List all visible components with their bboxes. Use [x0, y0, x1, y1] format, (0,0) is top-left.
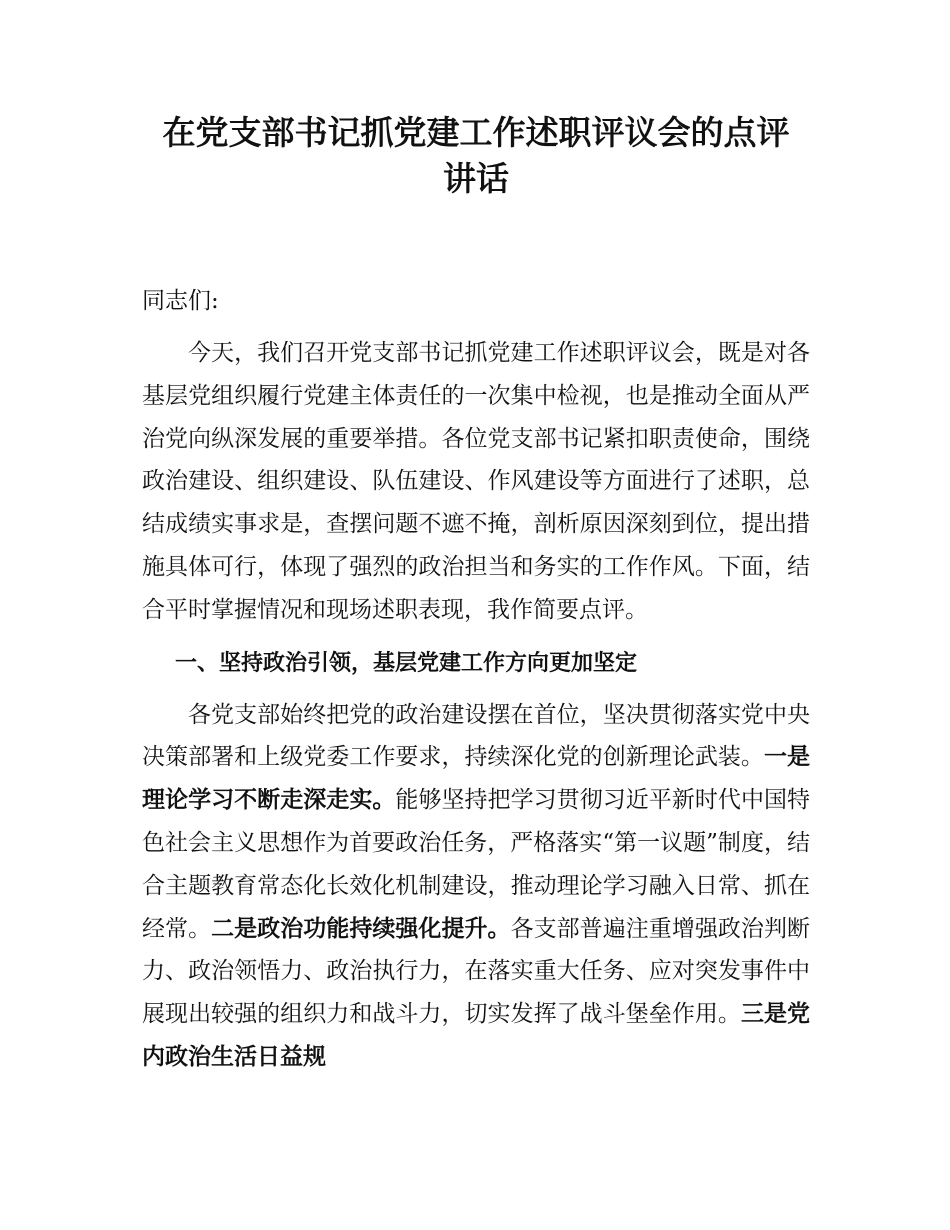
section-1-bold-point-3: 三是党内政治生活日益规 [142, 1000, 811, 1070]
section-1-bold-point-2: 二是政治功能持续强化提升。 [211, 914, 511, 942]
section-1-text-b: 能够坚持把学习贯彻习近平新时代中国特色社会主义思想作为首要政治任务，严格落实“第一议题”制度，结合主题教育常态化长效化机制建设，推动理论学习融入日常、抓在经常。 [142, 787, 811, 942]
salutation: 同志们: [142, 288, 219, 314]
title-line-1: 在党支部书记抓党建工作述职评议会的点评 [162, 113, 790, 152]
intro-paragraph: 今天，我们召开党支部书记抓党建工作述职评议会，既是对各基层党组织履行党建主体责任的一次集中检视，也是推动全面从严治党向纵深发展的重要举措。各位党支部书记紧扣职责使命，围绕政治建设、组织建设、队伍建设、作风建设等方面进行了述职，总结成绩实事求是，查摆问题不遮不掩，剖析原因深刻到位，提出措施具体可行，体现了强烈的政治担当和务实的工作作风。下面，结合平时掌握情况和现场述职表现，我作简要点评。 [142, 340, 810, 623]
section-1-text-c: 各支部普遍注重增强政治判断力、政治领悟力、政治执行力，在落实重大任务、应对突发事件中展现出较强的组织力和战斗力，切实发挥了战斗堡垒作用。 [142, 915, 811, 1028]
title-line-2: 讲话 [443, 159, 509, 198]
document-title [142, 110, 810, 202]
section-1-paragraph [142, 694, 810, 1079]
section-heading-1: 一、坚持政治引领，基层党建工作方向更加坚定 [175, 650, 638, 676]
section-1-text-a: 各党支部始终把党的政治建设摆在首位，坚决贯彻落实党中央决策部署和上级党委工作要求，持续深化党的创新理论武装。 [142, 701, 810, 771]
document-page [142, 110, 810, 1079]
section-1-bold-point-1: 一是理论学习不断走深走实。 [142, 743, 811, 814]
